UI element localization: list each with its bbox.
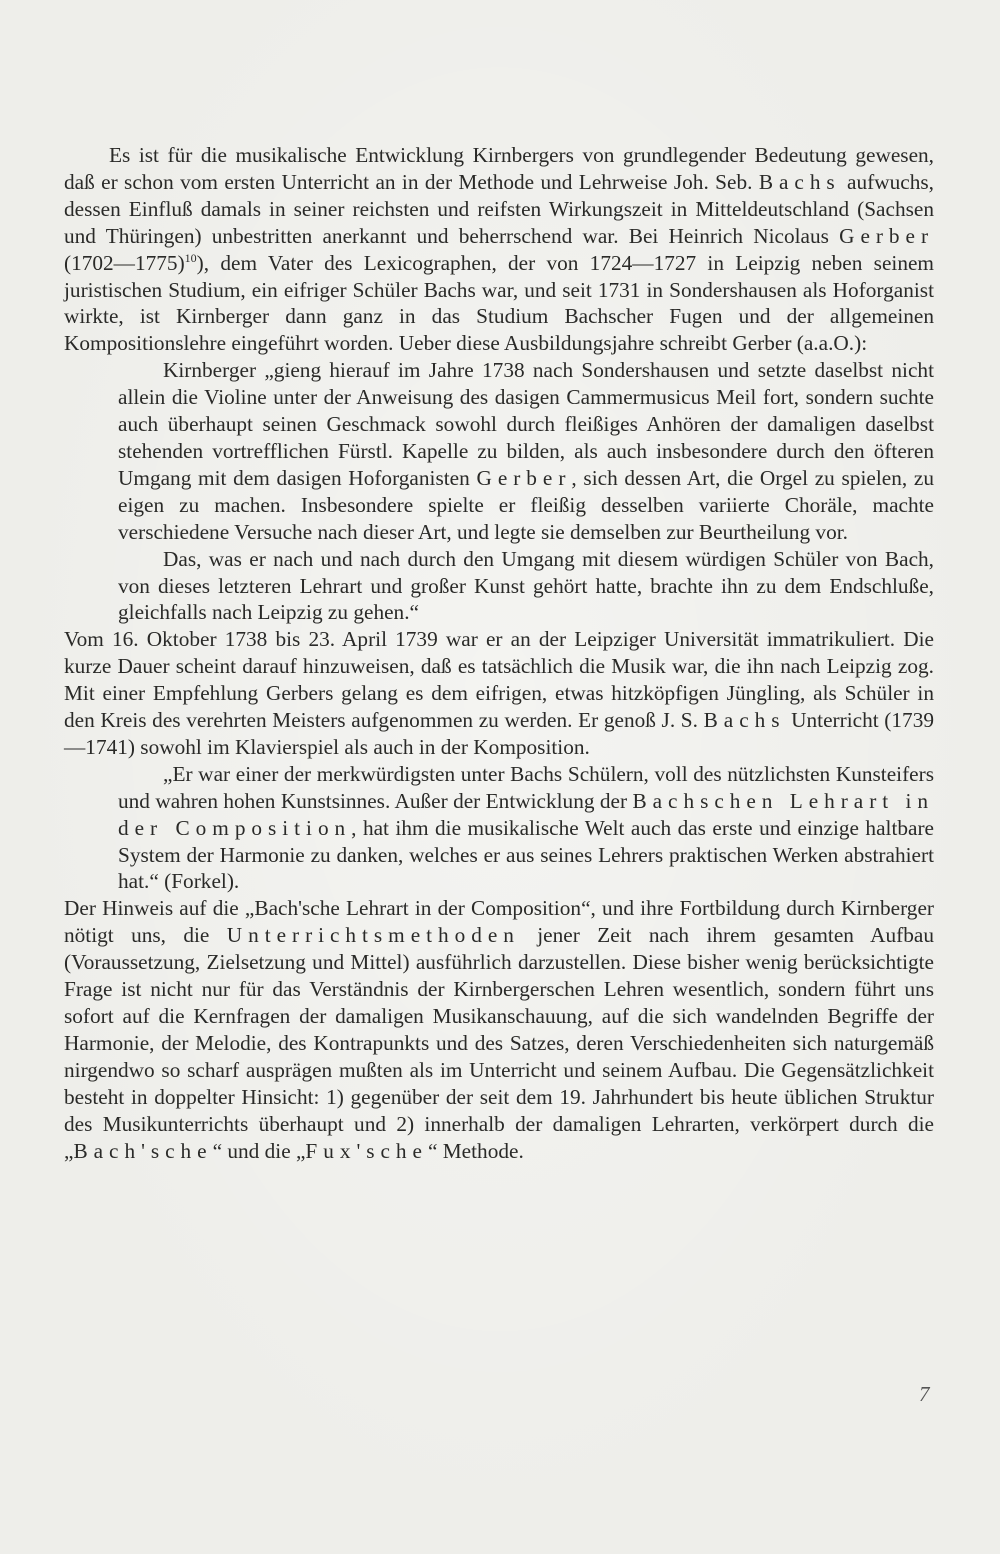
text-run: “ und die „ xyxy=(212,1138,306,1163)
page-number: 7 xyxy=(919,1382,930,1406)
body-text xyxy=(64,142,934,1164)
block-quote: Das, was er nach und nach durch den Umgang mit diesem würdigen Schüler von Bach, von dieses letzteren Lehrart und großer Kunst gehört hatte, brachte ihn zu dem Endschluße, gleichfalls nach Leipzig zu gehen.“ xyxy=(118,546,934,625)
text-run: Vom 16. Oktober 1738 bis 23. April 1739 war er an der Leipziger Universität immatrikuliert. Die kurze Dauer scheint darauf hinzuweisen, daß es tatsächlich die Musik war, die ihn nach Leipzig zog. Mit einer Empfehlung Gerbers gelang es dem eifrigen, etwas hitzköpfigen Jüngling, als Schüler in den Kreis des verehrten Meisters aufgenommen zu werden. Er genoß J. S. xyxy=(64,627,934,733)
block-quote xyxy=(118,357,934,545)
text-run: jener Zeit nach ihrem gesamten Aufbau (Voraussetzung, Zielsetzung und Mittel) ausführlich darzustellen. Diese bisher wenig berücksichtigte Frage ist nicht nur für das Verständnis der Kirnbergerschen Lehren wesentlich, sondern führt uns sofort auf die Kernfragen der damaligen Musikanschauung, auf die sich wandelnden Begriffe der Harmonie, der Melodie, des Kontrapunkts und des Satzes, deren Verschiedenheiten sich naturgemäß nirgendwo so scharf ausprägen mußten als im Unterricht und seinem Aufbau. Die Gegensätzlichkeit besteht in doppelter Hinsicht: 1) gegenüber der seit dem 19. Jahrhundert bis heute üblichen Struktur des Musikunterrichts überhaupt und 2) innerhalb der damaligen Lehrarten, verkörpert durch die „ xyxy=(64,923,934,1163)
spaced-name: Gerber xyxy=(476,465,572,490)
spaced-name: Bachs xyxy=(758,169,841,194)
spaced-name: Fux'sche xyxy=(305,1138,428,1163)
text-run: , sich dessen Art, die Orgel zu spielen, zu eigen zu machen. Insbesondere spielte er fleißig desselben variierte Choräle, machte verschiedene Versuche nach dieser Art, und legte sie demselben zur Beurtheilung vor. xyxy=(118,465,934,544)
spaced-phrase: Bachschen Lehrart in der Composition xyxy=(118,788,934,840)
text-run: Unterricht (1739—1741) sowohl im Klavierspiel als auch in der Komposition. xyxy=(64,708,934,759)
footnote-marker: 10 xyxy=(184,250,197,265)
spaced-name: Bach'sche xyxy=(73,1138,213,1163)
paragraph xyxy=(64,895,934,1164)
text-run: aufwuchs, dessen Einfluß damals in seiner reichsten und reifsten Wirkungszeit in Mitteldeutschland (Sachsen und Thüringen) unbestritten anerkannt und beherrschend war. Bei Heinrich Nicolaus xyxy=(64,169,934,248)
spaced-term: Unterrichtsmethoden xyxy=(226,923,520,948)
text-run: “ Methode. xyxy=(427,1138,524,1163)
paragraph xyxy=(64,626,934,761)
text-run: , hat ihm die musikalische Welt auch das erste und einzige haltbare System der Harmonie zu danken, welches er aus seines Lehrers praktischen Werken abstrahiert hat.“ (Forkel). xyxy=(118,815,935,894)
text-run: ), dem Vater des Lexicographen, der von 1724—1727 in Leipzig neben seinem juristischen Studium, ein eifriger Schüler Bachs war, und seit 1731 in Sondershausen als Hoforganist wirkte, ist Kirnberger dann ganz in das Studium Bachscher Fugen und der allgemeinen Kompositionslehre eingeführt worden. Ueber diese Ausbildungsjahre schreibt Gerber (a.a.O.): xyxy=(64,250,934,356)
text-run: Der Hinweis auf die „Bach'sche Lehrart in der Composition“, und ihre Fortbildung durch Kirnberger nötigt uns, die xyxy=(64,896,934,948)
text-run: Kirnberger „gieng hierauf im Jahre 1738 nach Sondershausen und setzte daselbst nicht allein die Violine unter der Anweisung des dasigen Cammermusicus Meil fort, sondern suchte auch überhaupt seinen Geschmack sowohl durch fleißiges Anhören der damaligen daselbst stehenden vortrefflichen Fürstl. Kapelle zu bilden, als auch insbesondere durch den öfteren Umgang mit dem dasigen Hoforganisten xyxy=(118,358,934,490)
text-run: (1702—1775) xyxy=(64,250,185,275)
spaced-name: Gerber xyxy=(839,223,934,248)
block-quote xyxy=(118,761,934,896)
text-run: Es ist für die musikalische Entwicklung Kirnbergers von grundlegender Bedeutung gewesen, daß er schon vom ersten Unterricht an in der Methode und Lehrweise Joh. Seb. xyxy=(64,143,934,194)
spaced-name: Bachs xyxy=(703,708,786,733)
paragraph xyxy=(64,142,934,357)
text-run: „Er war einer der merkwürdigsten unter Bachs Schülern, voll des nützlichsten Kunsteifers und wahren hohen Kunstsinnes. Außer der Entwicklung der xyxy=(118,761,934,813)
